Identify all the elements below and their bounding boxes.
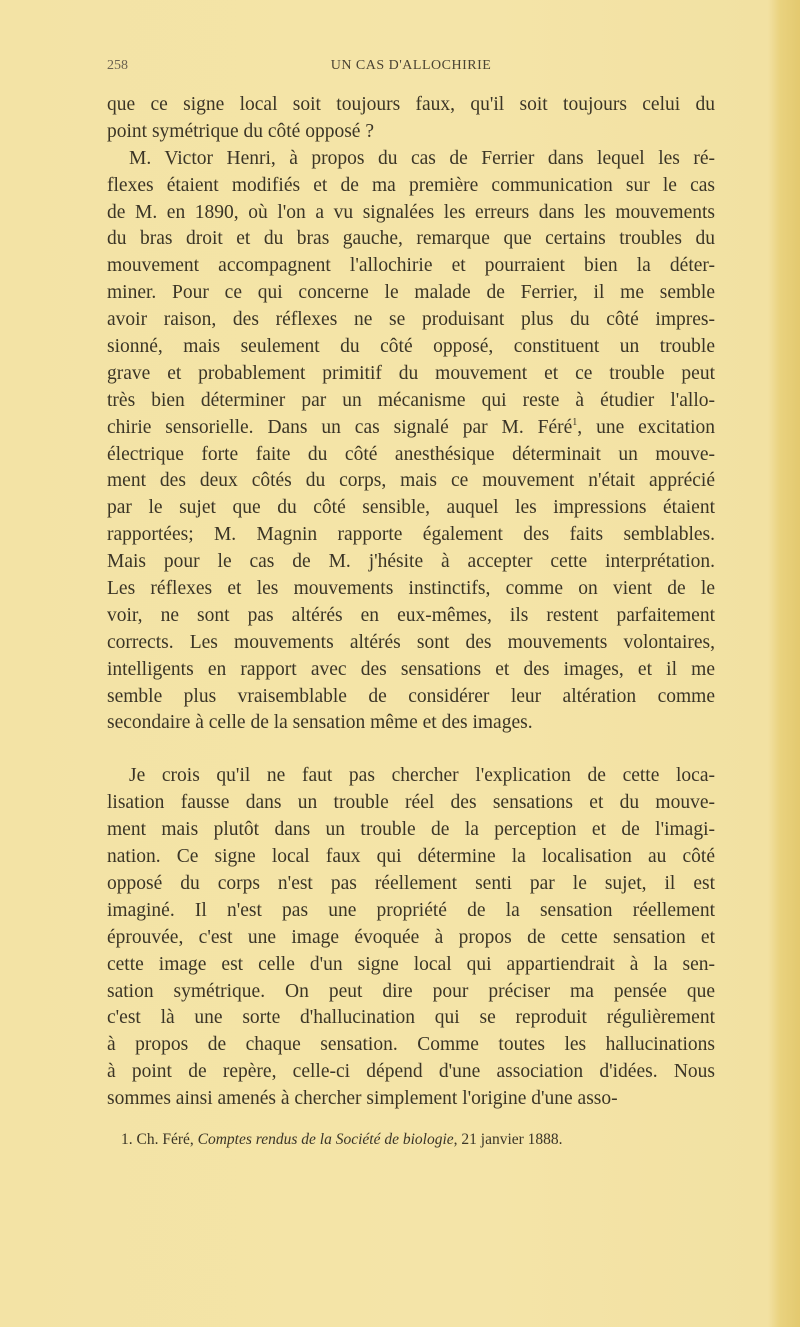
text-line: lisation fausse dans un trouble réel des sensations et du mouve-	[107, 792, 715, 814]
text-line: sommes ainsi amenés à chercher simplement l'origine d'une asso-	[107, 1088, 618, 1110]
text-line: à point de repère, celle-ci dépend d'une association d'idées. Nous	[107, 1061, 715, 1083]
footnote-number: 1.	[121, 1131, 133, 1148]
text-line: Mais pour le cas de M. j'hésite à accepter cette interprétation.	[107, 551, 715, 573]
text-line: cette image est celle d'un signe local qui appartiendrait à la sen-	[107, 953, 715, 975]
running-header	[107, 58, 715, 78]
text-line: M. Victor Henri, à propos du cas de Ferrier dans lequel les ré-	[129, 147, 715, 169]
paragraph	[107, 92, 715, 146]
text-line: éprouvée, c'est une image évoquée à propos de cette sensation et	[107, 926, 715, 948]
text-line: rapportées; M. Magnin rapporte également des faits semblables.	[107, 524, 715, 546]
text-line: ment mais plutôt dans un trouble de la perception et de l'imagi-	[107, 819, 715, 841]
text-line	[107, 415, 715, 442]
text-line: imaginé. Il n'est pas une propriété de la sensation réellement	[107, 899, 715, 921]
text-line: voir, ne sont pas altérés en eux-mêmes, ils restent parfaitement	[107, 604, 715, 626]
line-text: , une excitation	[577, 416, 716, 438]
page-number: 258	[107, 58, 128, 73]
text-line: corrects. Les mouvements altérés sont des mouvements volontaires,	[107, 631, 715, 653]
text-line: à propos de chaque sensation. Comme toutes les hallucinations	[107, 1034, 715, 1056]
line-text: chirie sensorielle. Dans un cas signalé par M. Féré	[107, 416, 573, 438]
running-title: UN CAS D'ALLOCHIRIE	[330, 58, 492, 73]
text-line: point symétrique du côté opposé ?	[107, 120, 374, 142]
text-line: très bien déterminer par un mécanisme qui reste à étudier l'allo-	[107, 389, 715, 411]
text-line: mouvement accompagnent l'allochirie et pourraient bien la déter-	[107, 255, 715, 277]
text-line: sionné, mais seulement du côté opposé, constituent un trouble	[107, 336, 715, 358]
text-line: que ce signe local soit toujours faux, qu'il soit toujours celui du	[107, 94, 715, 115]
text-line: électrique forte faite du côté anesthésique déterminait un mouve-	[107, 443, 715, 465]
text-line: ment des deux côtés du corps, mais ce mouvement n'était apprécié	[107, 470, 715, 492]
text-line: c'est là une sorte d'hallucination qui se reproduit régulièrement	[107, 1007, 715, 1029]
text-line: avoir raison, des réflexes ne se produisant plus du côté impres-	[107, 309, 715, 331]
text-line: par le sujet que du côté sensible, auquel les impressions étaient	[107, 497, 715, 519]
footnote-title: Comptes rendus de la Société de biologie	[197, 1131, 454, 1148]
footnote-author: Ch. Féré,	[136, 1131, 194, 1148]
footnote	[121, 1131, 563, 1149]
body-text	[107, 92, 715, 1113]
text-line: intelligents en rapport avec des sensations et des images, et il me	[107, 658, 715, 680]
text-line: Je crois qu'il ne faut pas chercher l'explication de cette loca-	[129, 765, 715, 787]
paragraph	[107, 763, 715, 1113]
text-line: Les réflexes et les mouvements instinctifs, comme on vient de le	[107, 578, 715, 600]
footnote-ref: 1	[572, 416, 578, 428]
text-line: de M. en 1890, où l'on a vu signalées les erreurs dans les mouvements	[107, 201, 715, 223]
paragraph-gap	[107, 737, 715, 763]
footnote-date: , 21 janvier 1888.	[453, 1131, 563, 1148]
paragraph	[107, 146, 715, 738]
text-line: du bras droit et du bras gauche, remarque que certains troubles du	[107, 228, 715, 250]
text-line: miner. Pour ce qui concerne le malade de Ferrier, il me semble	[107, 282, 715, 304]
text-line: semble plus vraisemblable de considérer leur altération comme	[107, 685, 715, 707]
text-line: opposé du corps n'est pas réellement senti par le sujet, il est	[107, 872, 715, 894]
text-line: secondaire à celle de la sensation même et des images.	[107, 712, 533, 734]
text-line: nation. Ce signe local faux qui détermine la localisation au côté	[107, 846, 715, 868]
text-line: grave et probablement primitif du mouvement et ce trouble peut	[107, 362, 715, 384]
text-line: flexes étaient modifiés et de ma première communication sur le cas	[107, 174, 715, 196]
text-line: sation symétrique. On peut dire pour préciser ma pensée que	[107, 980, 715, 1002]
